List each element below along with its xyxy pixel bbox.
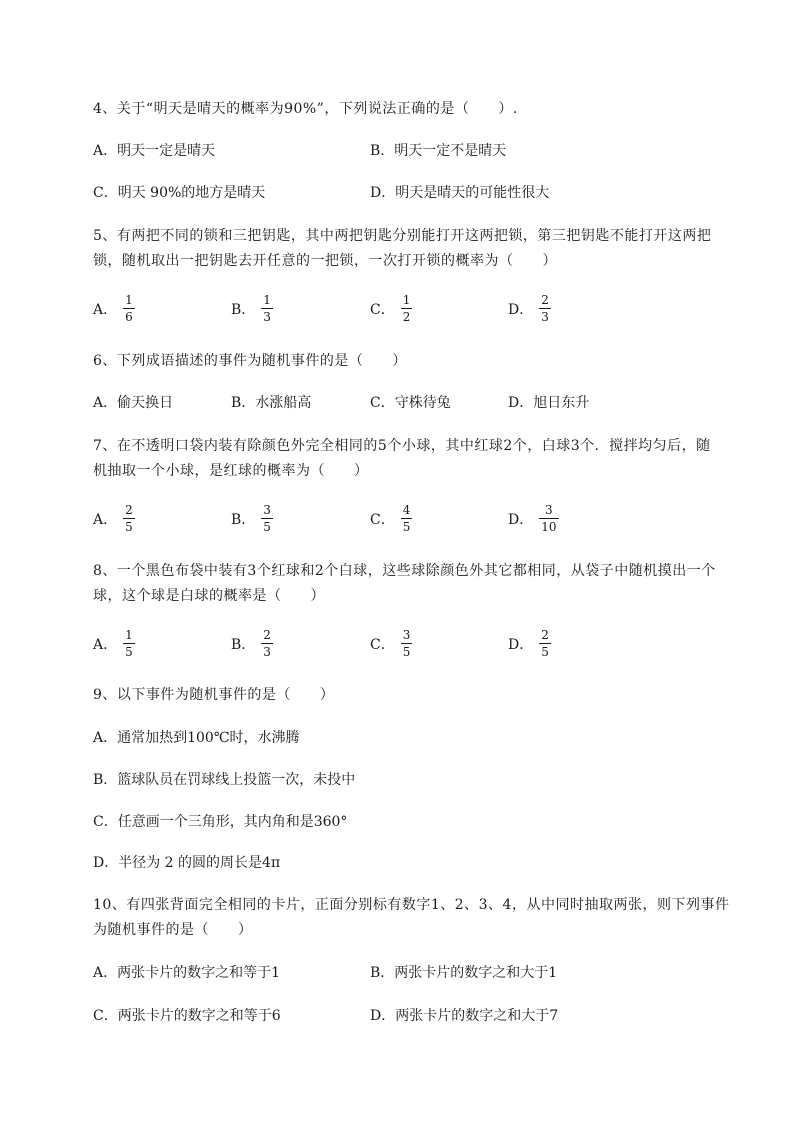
denominator: 3 (263, 645, 271, 659)
option-letter: D． (508, 301, 534, 318)
denominator: 5 (125, 520, 133, 534)
numerator: 1 (125, 628, 133, 642)
fraction (401, 503, 413, 534)
fraction (539, 293, 551, 324)
q5-text-line2: 锁，随机取出一把钥匙去开任意的一把锁，一次打开锁的概率为（ ） (93, 253, 557, 269)
option-letter: D． (508, 636, 534, 653)
numerator: 2 (541, 628, 549, 642)
denominator: 3 (541, 310, 549, 324)
numerator: 3 (402, 628, 411, 642)
q5-option-c (370, 293, 412, 324)
option-letter: B． (231, 301, 256, 318)
numerator: 1 (263, 293, 271, 307)
q6-option-c: C．守株待兔 (370, 395, 451, 411)
fraction (539, 628, 551, 659)
q10-option-c: C．两张卡片的数字之和等于6 (93, 1008, 281, 1024)
fraction (401, 293, 413, 324)
option-letter: C． (370, 511, 395, 528)
option-letter: D． (508, 511, 534, 528)
q5-option-b (231, 293, 273, 324)
q9-option-a: A．通常加热到100℃时，水沸腾 (93, 730, 300, 746)
q10-text-line1: 10、有四张背面完全相同的卡片，正面分别标有数字1、2、3、4，从中同时抽取两张，则下列事件 (93, 897, 730, 913)
q8-option-a (93, 628, 135, 659)
fraction (123, 628, 135, 659)
denominator: 6 (125, 310, 133, 324)
q9-text: 9、以下事件为随机事件的是（ ） (93, 687, 335, 703)
option-letter: B． (231, 636, 256, 653)
denominator: 5 (125, 645, 133, 659)
q6-option-d: D．旭日东升 (508, 395, 590, 411)
numerator: 3 (545, 503, 553, 517)
q5-option-d (508, 293, 551, 324)
option-letter: A． (93, 636, 118, 653)
option-letter: A． (93, 301, 118, 318)
q8-option-c (370, 628, 412, 659)
q4-option-a: A．明天一定是晴天 (93, 143, 216, 159)
numerator: 2 (541, 293, 549, 307)
q7-option-a (93, 503, 135, 534)
q8-text-line2: 球，这个球是白球的概率是（ ） (93, 588, 325, 604)
numerator: 2 (125, 503, 133, 517)
q8-text-line1: 8、一个黑色布袋中装有3个红球和2个白球，这些球除颜色外其它都相同，从袋子中随机摸出一个 (93, 563, 716, 579)
q7-option-d (508, 503, 559, 534)
denominator: 10 (541, 520, 557, 534)
denominator: 2 (402, 310, 411, 324)
q6-text: 6、下列成语描述的事件为随机事件的是（ ） (93, 353, 407, 369)
fraction (401, 628, 413, 659)
fraction (123, 293, 135, 324)
q10-option-d: D．两张卡片的数字之和大于7 (370, 1008, 559, 1024)
q4-text: 4、关于“明天是晴天的概率为90%”，下列说法正确的是（ ）. (93, 101, 518, 117)
q9-option-c: C．任意画一个三角形，其内角和是360° (93, 814, 348, 830)
q10-option-a: A．两张卡片的数字之和等于1 (93, 965, 281, 981)
fraction (539, 503, 558, 534)
option-letter: C． (370, 301, 395, 318)
q4-option-c: C．明天 90%的地方是晴天 (93, 185, 266, 201)
option-letter: C． (370, 636, 395, 653)
fraction (123, 503, 135, 534)
q6-option-b: B．水涨船高 (231, 395, 312, 411)
numerator: 2 (263, 628, 271, 642)
denominator: 3 (263, 310, 271, 324)
numerator: 1 (402, 293, 411, 307)
q7-option-b (231, 503, 273, 534)
q7-text-line2: 机抽取一个小球，是红球的概率为（ ） (93, 463, 369, 479)
denominator: 5 (402, 645, 411, 659)
q8-option-d (508, 628, 551, 659)
option-letter: A． (93, 511, 118, 528)
q7-option-c (370, 503, 412, 534)
denominator: 5 (402, 520, 411, 534)
q10-text-line2: 为随机事件的是（ ） (93, 922, 253, 938)
q7-text-line1: 7、在不透明口袋内装有除颜色外完全相同的5个小球，其中红球2个，白球3个．搅拌均匀后，随 (93, 438, 711, 454)
fraction (261, 503, 273, 534)
denominator: 5 (263, 520, 271, 534)
denominator: 5 (541, 645, 549, 659)
q4-option-b: B．明天一定不是晴天 (370, 143, 507, 159)
q9-option-b: B．篮球队员在罚球线上投篮一次，未投中 (93, 772, 356, 788)
q4-option-d: D．明天是晴天的可能性很大 (370, 185, 550, 201)
q9-option-d: D．半径为 2 的圆的周长是4π (93, 855, 281, 871)
q10-option-b: B．两张卡片的数字之和大于1 (370, 965, 558, 981)
numerator: 4 (402, 503, 411, 517)
q8-option-b (231, 628, 273, 659)
option-letter: B． (231, 511, 256, 528)
q5-text-line1: 5、有两把不同的锁和三把钥匙，其中两把钥匙分别能打开这两把锁，第三把钥匙不能打开这两把 (93, 228, 712, 244)
q5-option-a (93, 293, 135, 324)
numerator: 3 (263, 503, 271, 517)
numerator: 1 (125, 293, 133, 307)
q6-option-a: A．偷天换日 (93, 395, 174, 411)
fraction (261, 628, 273, 659)
fraction (261, 293, 273, 324)
